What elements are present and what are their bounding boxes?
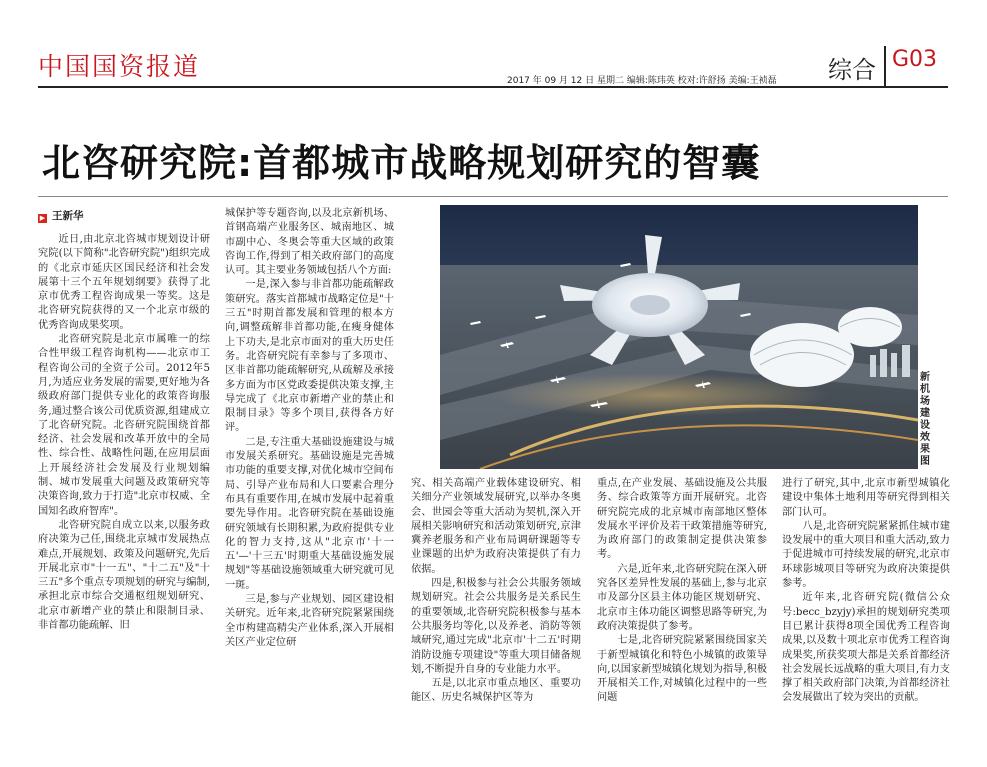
paragraph: 近年来,北咨研究院(微信公众号:becc_bzyjy)承担的规划研究类项目已累计获得8项全国优秀工程咨询成果,以及数十项北京市优秀工程咨询成果奖,所获奖项大都是关系首都经济社会发展长远战略的重大项目,有力支撑了相关政府部门决策,为首都经济社会发展做出了较为突出的贡献。 <box>782 592 950 704</box>
paragraph: 一是,深入参与非首都功能疏解政策研究。落实首都城市战略定位是"十三五"时期首都发展和管理的根本方向,调整疏解非首都功能,在瘦身健体上下功夫,是北京市面对的重大历史任务。北咨研究院有幸参与了多项市、区非首都功能疏解研究,从疏解及承接多方面为市区党政委提供决策支撑,主导完成了《北京市新增产业的禁止和限制目录》等多个项目,获得各方好评。 <box>225 279 394 434</box>
paragraph: 四是,积极参与社会公共服务领域规划研究。社会公共服务是关系民生的重要领域,北咨研究院积极参与基本公共服务均等化,以及养老、消防等领域研究,通过完成"北京市'十二五'时期消防设施专项建设"等重大项目储备规划,不断提升自身的专业能力水平。 <box>411 578 581 675</box>
headline: 北咨研究院:首都城市战略规划研究的智囊 <box>42 141 761 185</box>
byline <box>38 209 84 223</box>
masthead: 中国国资报道 <box>38 52 201 81</box>
paragraph: 六是,近年来,北咨研究院在深入研究各区差异性发展的基础上,参与北京市及部分区县主体功能区规划研究、北京市主体功能区调整思路等研究,为政府决策提供了参考。 <box>597 563 767 632</box>
paragraph: 五是,以北京市重点地区、重要功能区、历史名城保护区等为 <box>411 678 581 704</box>
paragraph: 城保护等专题咨询,以及北京新机场、首钢高端产业服务区、城南地区、城市副中心、冬奥会等重大区域的政策咨询工作,得到了相关政府部门的高度认可。其主要业务领域包括八个方面: <box>225 208 394 277</box>
paragraph: 三是,参与产业规划、园区建设相关研究。近年来,北咨研究院紧紧围绕全市构建高精尖产业体系,深入开展相关区产业定位研 <box>225 594 394 648</box>
article-column-3 <box>411 477 581 758</box>
section-label: 综合 <box>828 56 876 84</box>
article-column-2 <box>225 207 394 758</box>
page-number: G03 <box>892 47 938 72</box>
author-name: 王新华 <box>52 210 84 222</box>
dateline: 2017 年 09 月 12 日 星期二 编辑:陈玮英 校对:许舒扬 美编:王祯磊 <box>507 76 777 86</box>
header-divider <box>884 46 886 88</box>
paragraph: 七是,北咨研究院紧紧围绕国家关于新型城镇化和特色小城镇的政策导向,以国家新型城镇化规划为指导,积极开展相关工作,对城镇化过程中的一些问题 <box>597 635 767 704</box>
photo-caption: 新机场建设效果图 <box>920 372 930 467</box>
paragraph: 二是,专注重大基础设施建设与城市发展关系研究。基础设施是完善城市功能的重要支撑,对优化城市空间布局、引导产业布局和人口要素合理分布具有重要作用,在城市发展中起着重要先导作用。北咨研究院在基础设施研究领域有长期积累,为政府提供专业化的智力支持,这从"北京市'十一五'—'十三五'时期重大基础设施发展规划"等基础设施领域重大研究就可见一斑。 <box>225 436 394 591</box>
paragraph: 北咨研究院是北京市属唯一的综合性甲级工程咨询机构——北京市工程咨询公司的全资子公司。2012年5月,为适应业务发展的需要,更好地为各级政府部门提供专业化的政策咨询服务,通过整合该公司优质资源,组建成立了北咨研究院。北咨研究院围绕首都经济、社会发展和改革开放中的全局性、综合性、战略性问题,在应用层面上开展经济社会发展及行业规划编制、城市发展重大问题及政策研究等决策咨询,致力于打造"北京市权威、全国知名政府智库"。 <box>38 334 210 517</box>
paragraph: 北咨研究院自成立以来,以服务政府决策为己任,围绕北京城市发展热点难点,开展规划、政策及问题研究,先后开展北京市"十一五"、"十二五"及"十三五"多个重点专项规划的研究与编制,承担北京市综合交通枢纽规划研究、北京市新增产业的禁止和限制目录、非首都功能疏解、旧 <box>38 519 210 632</box>
paragraph: 近日,由北京北咨城市规划设计研究院(以下简称"北咨研究院")组织完成的《北京市延庆区国民经济和社会发展第十三个五年规划纲要》获得了北京市优秀工程咨询成果一等奖。这是北咨研究院获得的又一个北京市级的优秀咨询成果奖项。 <box>38 234 210 331</box>
paragraph: 重点,在产业发展、基础设施及公共服务、综合政策等方面开展研究。北咨研究院完成的北京城市南部地区整体发展水平评价及若干政策措施等研究,为政府部门的政策制定提供决策参考。 <box>597 478 767 561</box>
paragraph: 进行了研究,其中,北京市新型城镇化建设中集体土地利用等研究得到相关部门认可。 <box>782 478 950 518</box>
article-column-5 <box>782 477 950 758</box>
play-icon: ▶ <box>39 214 46 222</box>
paragraph: 究、相关高端产业载体建设研究、相关细分产业领域发展研究,以举办冬奥会、世园会等重大活动为契机,深入开展相关影响研究和活动策划研究,京津冀养老服务和产业布局调研课题等专业课题的出炉为政府决策提供了有力依据。 <box>411 478 581 575</box>
article-column-1 <box>38 233 210 758</box>
article-column-4 <box>597 477 767 758</box>
paragraph: 八是,北咨研究院紧紧抓住城市建设发展中的重大项目和重大活动,致力于促进城市可持续发展的研究,北京市环球影城项目等研究为政府决策提供参考。 <box>782 520 950 590</box>
headline-rule <box>38 196 948 197</box>
airport-rendering-image <box>440 205 918 469</box>
header-rule <box>38 86 948 88</box>
